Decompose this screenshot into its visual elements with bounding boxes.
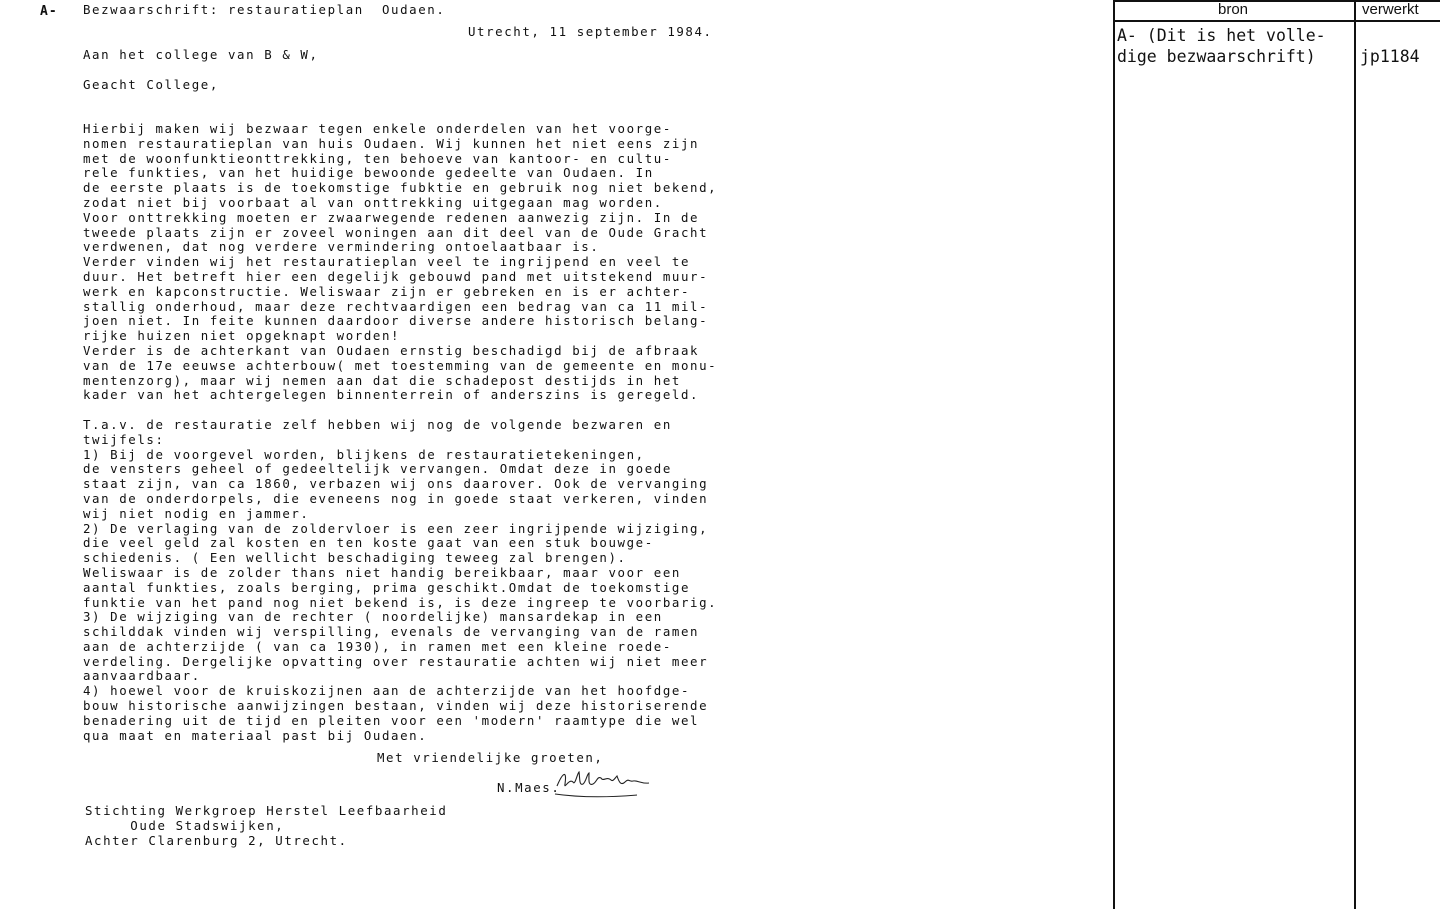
header-bron: bron <box>1218 1 1249 18</box>
header-verwerkt: verwerkt <box>1362 1 1419 18</box>
letter-body: Hierbij maken wij bezwaar tegen enkele onderdelen van het voorge- nomen restauratieplan van huis Oudaen. Wij kunnen het niet eens zijn met de woonfunktieonttrekking, ten behoeve van kantoor- en cultu- rele funkties, van het huidige bewoonde gedeelte van Oudaen. In de eerste plaats is de toekomstige fubktie en gebruik nog niet bekend, zodat niet bij voorbaat al van onttrekking uitgegaan mag worden. Voor onttrekking moeten er zwaarwegende redenen aanwezig zijn. In de tweede plaats zijn er zoveel woningen aan dit deel van de Oude Gracht verdwenen, dat nog verdere vermindering ontoelaatbaar is. Verder vinden wij het restauratieplan veel te ingrijpend en veel te duur. Het betreft hier een degelijk gebouwd pand met uitstekend muur- werk en kapconstructie. Weliswaar zijn er gebreken en is er achter- stallig onderhoud, maar deze rechtvaardigen een bedrag van ca 11 mil- joen niet. In feite kunnen daardoor diverse andere historisch belang- rijke huizen niet opgeknapt worden! Verder is de achterkant van Oudaen ernstig beschadigd bij de afbraak van de 17e eeuwse achterbouw( met toestemming van de gemeente en monu- mentenzorg), maar wij nemen aan dat die schadepost destijds in het kader van het achtergelegen binnenterrein of anderszins is geregeld. T.a.v. de restauratie zelf hebben wij nog de volgende bezwaren en twijfels: 1) Bij de voorgevel worden, blijkens de restauratietekeningen, de vensters geheel of gedeeltelijk vervangen. Omdat deze in goede staat zijn, van ca 1860, verbazen wij ons daarover. Ook de vervanging van de onderdorpels, die eveneens nog in goede staat verkeren, vinden wij niet nodig en jammer. 2) De verlaging van de zoldervloer is een zeer ingrijpende wijziging, die veel geld zal kosten en ten koste gaat van een stuk bouwge- schiedenis. ( Een wellicht beschadiging teweeg zal brengen). Weliswaar is de zolder thans niet handig bereikbaar, maar voor een aantal funkties, zoals berging, prima geschikt.Omdat de toekomstige funktie van het pand nog niet bekend is, is deze ingreep te voorbarig. 3) De wijziging van de rechter ( noordelijke) mansardekap in een schilddak vinden wij verspilling, evenals de vervanging van de ramen aan de achterzijde ( van ca 1930), in ramen met een kleine roede- verdeling. Dergelijke opvatting over restauratie achten wij niet meer aanvaardbaar. 4) hoewel voor de kruiskozijnen aan de achterzijde van het hoofdge- bouw historische aanwijzingen bestaan, vinden wij deze historiserende benadering uit de tijd en pleiten voor een 'modern' raamtype die wel qua maat en materiaal past bij Oudaen. <box>83 121 718 743</box>
letter-closing: Met vriendelijke groeten, <box>377 750 604 765</box>
signer-name: N.Maes. <box>497 780 561 795</box>
document-marker: A- <box>40 4 58 19</box>
ledger-header-divider <box>1113 20 1440 22</box>
handwritten-signature <box>553 764 658 802</box>
letter-title: Bezwaarschrift: restauratieplan Oudaen. <box>83 2 446 17</box>
letter-dateline: Utrecht, 11 september 1984. <box>468 24 713 39</box>
letter-addressee: Aan het college van B & W, <box>83 47 319 62</box>
ledger-column-divider <box>1354 0 1356 909</box>
organization-address: Stichting Werkgroep Herstel Leefbaarheid Oude Stadswijken, Achter Clarenburg 2, Utrecht. <box>85 803 448 848</box>
letter-salutation: Geacht College, <box>83 77 219 92</box>
ledger-left-border <box>1113 0 1115 909</box>
bron-entry: A- (Dit is het volle- dige bezwaarschrift) <box>1117 26 1326 66</box>
verwerkt-entry: jp1184 <box>1360 47 1420 66</box>
